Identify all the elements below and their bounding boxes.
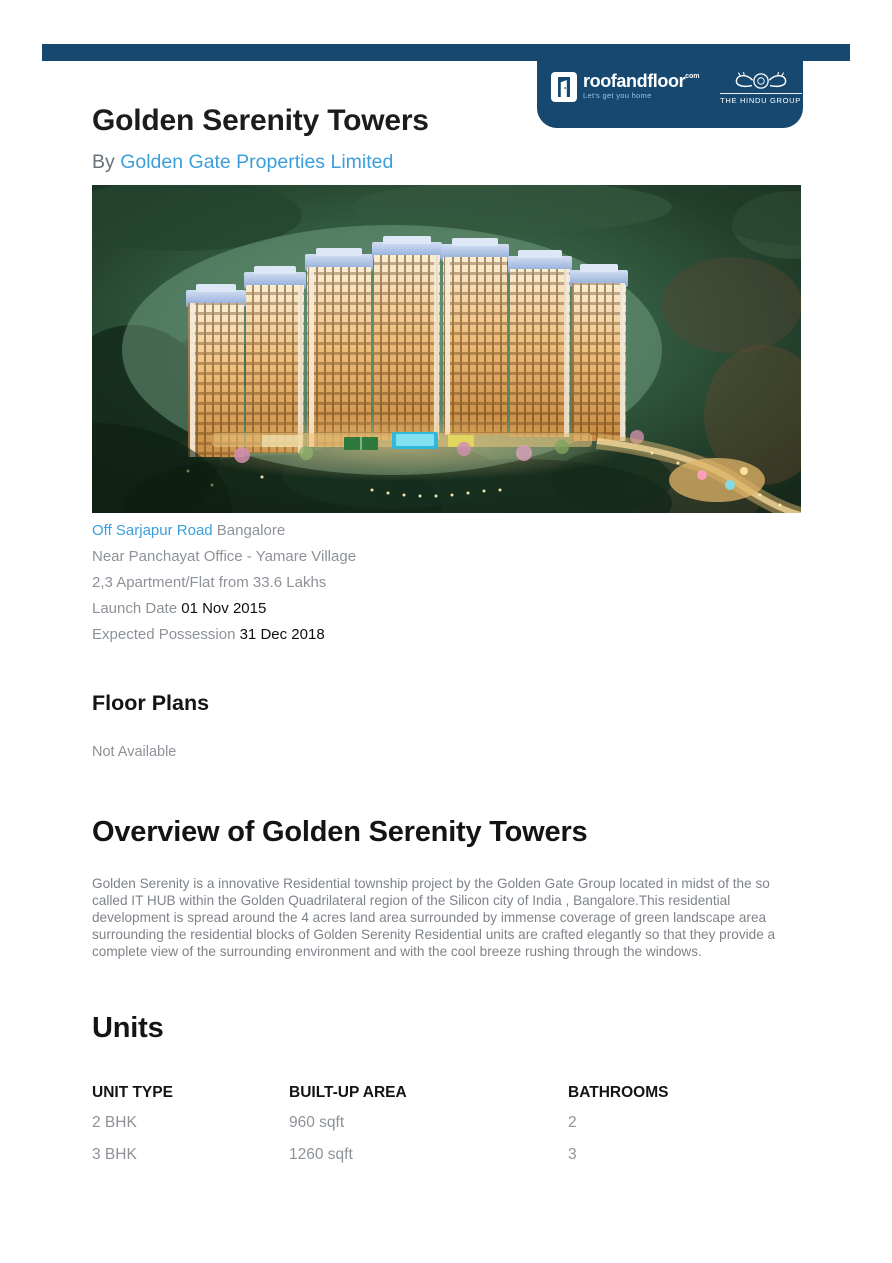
brand-tld: .com [683,73,700,80]
hindu-crest-icon [728,70,794,92]
floor-plans-status: Not Available [92,744,177,760]
table-row [92,1146,801,1178]
possession-line [92,627,801,643]
possession-label: Expected Possession [92,626,236,643]
units-table [92,1084,801,1178]
roofandfloor-logo [551,72,702,102]
bathrooms-cell: 3 [568,1146,577,1163]
overview-heading: Overview of Golden Serenity Towers [92,816,588,848]
launch-date: 01 Nov 2015 [181,600,267,617]
listing-details [92,523,801,643]
brand-name: roofandfloor [583,71,686,91]
col-bathrooms: BATHROOMS [568,1084,669,1101]
launch-label: Launch Date [92,600,178,617]
units-heading: Units [92,1012,164,1044]
landmark-line: Near Panchayat Office - Yamare Village [92,548,357,565]
developer-link[interactable]: Golden Gate Properties Limited [120,151,394,173]
table-row [92,1114,801,1146]
unit-type-cell: 2 BHK [92,1114,137,1131]
brand-tagline: Let's get you home [583,91,652,100]
bathrooms-cell: 2 [568,1114,577,1131]
hindu-rule [720,93,802,94]
page-title: Golden Serenity Towers [92,104,429,137]
hindu-group-label: THE HINDU GROUP [720,95,801,105]
by-prefix: By [92,151,115,173]
unit-type-cell: 3 BHK [92,1146,137,1163]
property-photo [92,185,801,513]
location-link[interactable]: Off Sarjapur Road [92,522,213,539]
floor-plans-heading: Floor Plans [92,691,210,715]
col-built-up-area: BUILT-UP AREA [289,1084,407,1101]
launch-line [92,601,801,617]
location-line [92,523,801,539]
built-up-area-cell: 960 sqft [289,1114,345,1131]
config-line: 2,3 Apartment/Flat from 33.6 Lakhs [92,574,327,591]
hindu-group-logo [716,70,806,105]
brand-badge [537,44,803,128]
col-unit-type: UNIT TYPE [92,1084,173,1101]
door-icon [551,72,577,102]
overview-text: Golden Serenity is a innovative Residential township project by the Golden Gate Group located in midst of the so called IT HUB within the Golden Quadrilateral region of the Silicon city of India , Bangalore.This residential development is spread around the 4 acres land area surrounded by immense coverage of green landscape area surrounding the residential blocks of Golden Serenity Residential units are crafted elegantly so that they provide a complete view of the surrounding environment and with the cool breeze rushing through the windows. [92,876,776,959]
location-city: Bangalore [216,522,286,539]
built-up-area-cell: 1260 sqft [289,1146,353,1163]
possession-date: 31 Dec 2018 [239,626,325,643]
units-header-row [92,1084,801,1114]
developer-byline [92,151,801,174]
